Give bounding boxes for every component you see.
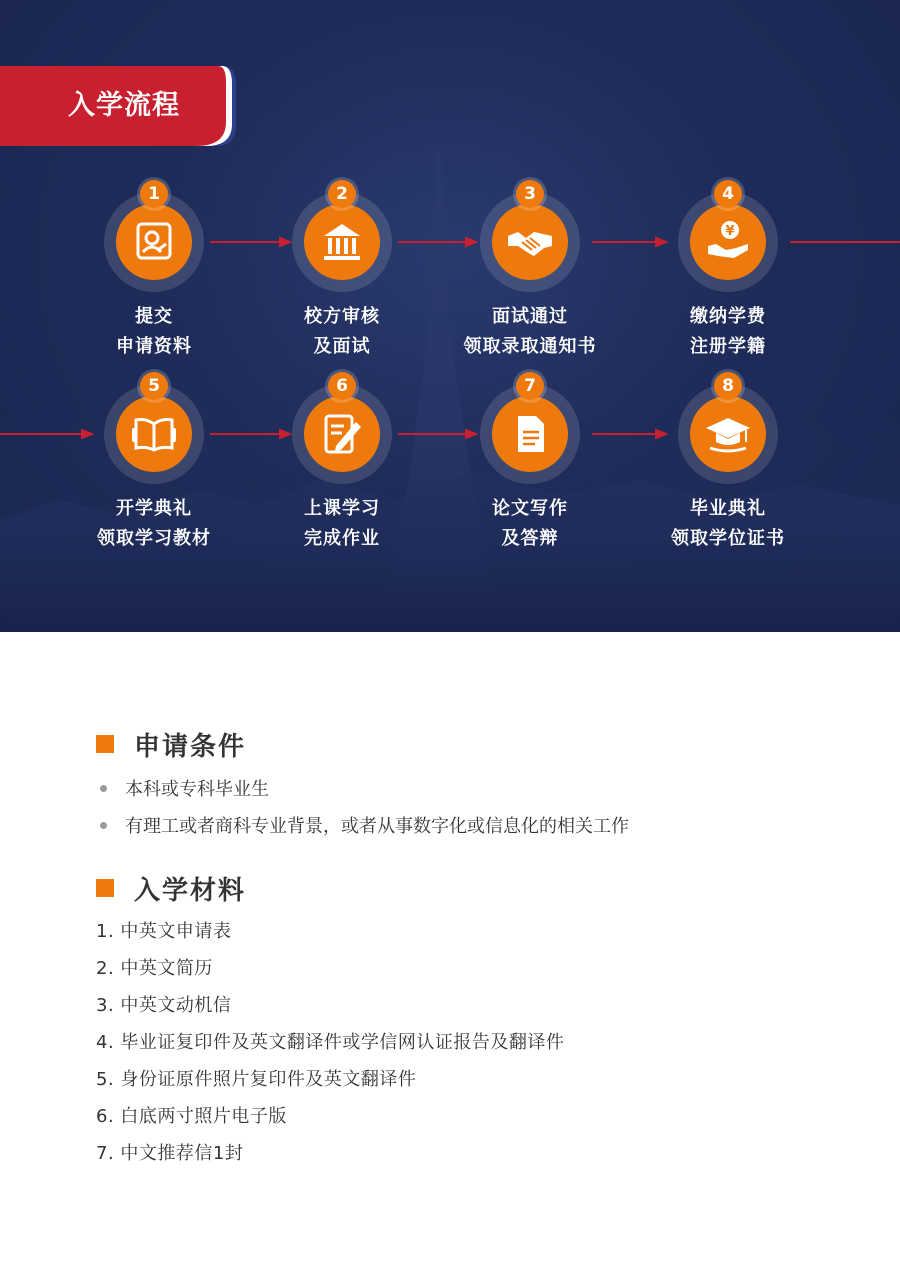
step-subtitle: 申请资料 (116, 336, 192, 357)
material-item: 3. 中英文动机信 (96, 995, 232, 1016)
step-subtitle: 注册学籍 (690, 336, 766, 357)
step-number: 7 (516, 372, 544, 400)
step-title: 面试通过 (492, 306, 568, 327)
step-title: 缴纳学费 (690, 306, 766, 327)
step-title: 上课学习 (304, 498, 380, 519)
edit-document-icon (316, 408, 368, 460)
step-title: 提交 (135, 306, 173, 327)
step-subtitle: 领取录取通知书 (463, 336, 597, 357)
orange-square-icon (96, 735, 114, 753)
step-number: 4 (714, 180, 742, 208)
materials-heading: 入学材料 (96, 871, 246, 905)
step-subtitle: 及面试 (313, 336, 371, 357)
step-number: 8 (714, 372, 742, 400)
bullet-dot-icon (100, 785, 107, 792)
orange-square-icon (96, 879, 114, 897)
material-item: 5. 身份证原件照片复印件及英文翻译件 (96, 1069, 417, 1090)
profile-document-icon (128, 216, 180, 268)
condition-item: 本科或专科毕业生 (100, 774, 269, 802)
step-title: 校方审核 (304, 306, 380, 327)
material-item: 1. 中英文申请表 (96, 921, 232, 942)
paper-document-icon (504, 408, 556, 460)
open-book-icon (128, 408, 180, 460)
material-item: 2. 中英文简历 (96, 958, 213, 979)
step-subtitle: 及答辩 (501, 528, 559, 549)
step-subtitle: 完成作业 (304, 528, 380, 549)
conditions-heading: 申请条件 (96, 727, 246, 761)
bullet-dot-icon (100, 822, 107, 829)
yen-coin-hand-icon (702, 216, 754, 268)
step-number: 6 (328, 372, 356, 400)
step-number: 3 (516, 180, 544, 208)
process-tab-label: 入学流程 (68, 90, 180, 121)
handshake-icon (504, 216, 556, 268)
svg-text:¥: ¥ (725, 224, 735, 239)
step-number: 2 (328, 180, 356, 208)
graduation-cap-icon (702, 408, 754, 460)
step-number: 5 (140, 372, 168, 400)
step-subtitle: 领取学位证书 (671, 528, 785, 549)
institution-building-icon (316, 216, 368, 268)
condition-item: 有理工或者商科专业背景，或者从事数字化或信息化的相关工作 (100, 811, 629, 839)
material-item: 6. 白底两寸照片电子版 (96, 1106, 287, 1127)
material-item: 7. 中文推荐信1封 (96, 1143, 244, 1164)
material-item: 4. 毕业证复印件及英文翻译件或学信网认证报告及翻译件 (96, 1032, 565, 1053)
step-title: 论文写作 (492, 498, 568, 519)
step-subtitle: 领取学习教材 (97, 528, 211, 549)
step-title: 毕业典礼 (690, 498, 766, 519)
step-title: 开学典礼 (116, 498, 192, 519)
step-number: 1 (140, 180, 168, 208)
